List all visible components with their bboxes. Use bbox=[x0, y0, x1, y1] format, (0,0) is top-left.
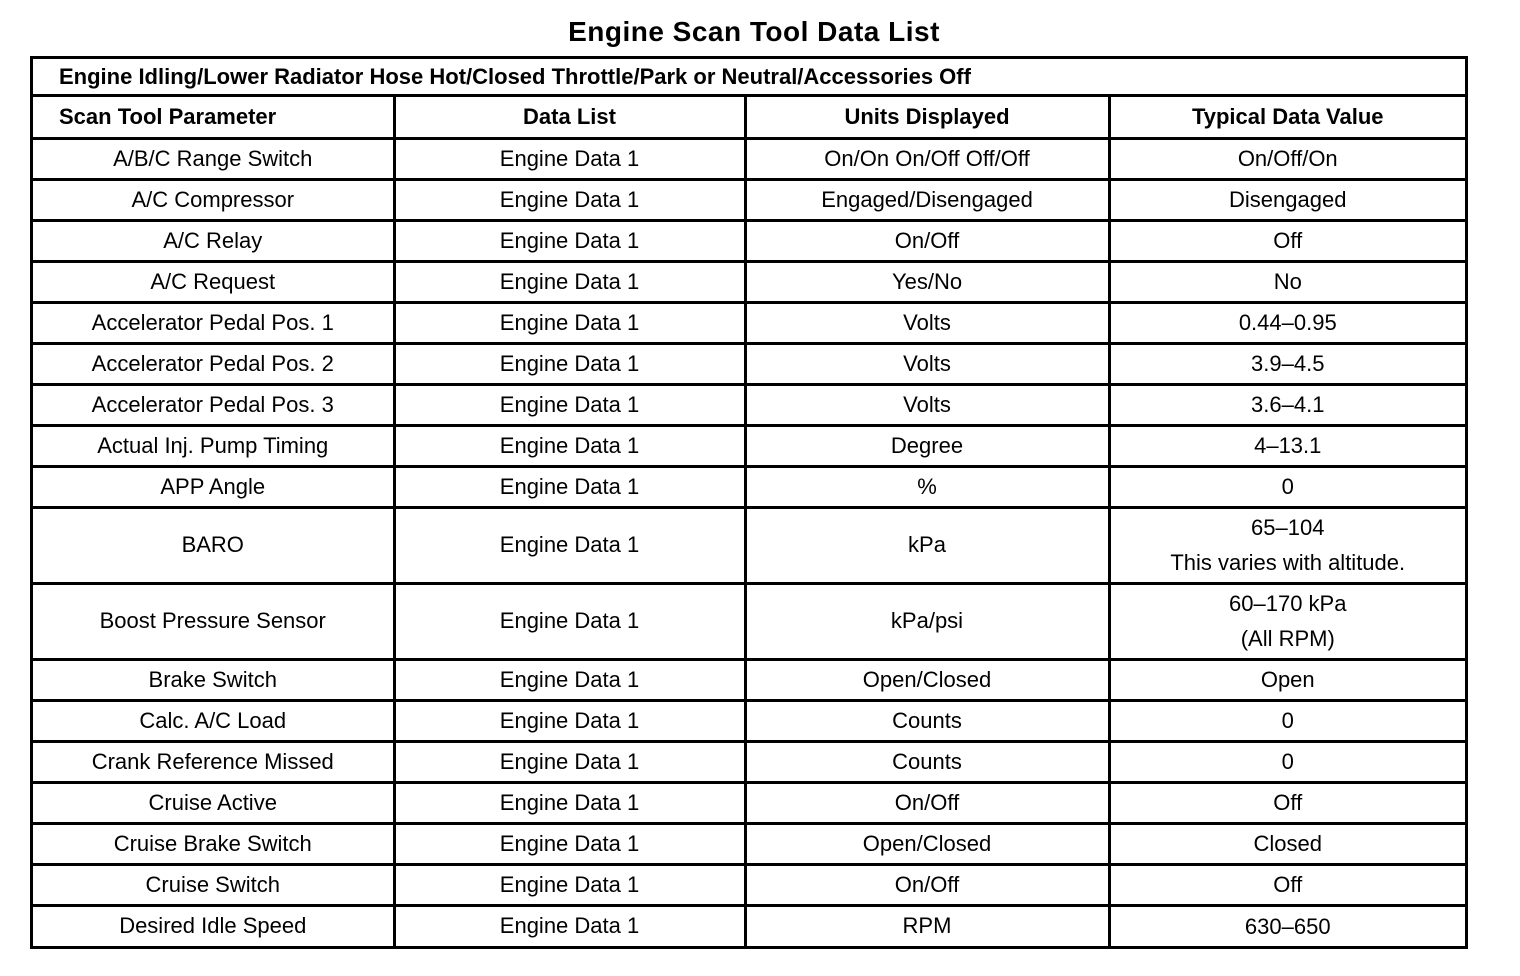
cell-typical-value bbox=[1109, 659, 1465, 700]
cell-data-list: Engine Data 1 bbox=[394, 179, 745, 220]
table-row bbox=[33, 782, 1465, 823]
cell-units: Volts bbox=[745, 384, 1109, 425]
cell-typical-value bbox=[1109, 782, 1465, 823]
cell-units: % bbox=[745, 466, 1109, 507]
cell-parameter: Crank Reference Missed bbox=[33, 741, 394, 782]
cell-parameter: A/B/C Range Switch bbox=[33, 138, 394, 179]
typical-value-line: 3.9–4.5 bbox=[1251, 351, 1325, 376]
cell-data-list: Engine Data 1 bbox=[394, 741, 745, 782]
table-row bbox=[33, 179, 1465, 220]
cell-parameter: A/C Compressor bbox=[33, 179, 394, 220]
cell-units: RPM bbox=[745, 905, 1109, 946]
test-condition-row: Engine Idling/Lower Radiator Hose Hot/Closed Throttle/Park or Neutral/Accessories Off bbox=[33, 59, 1465, 97]
table-row bbox=[33, 583, 1465, 659]
table-row bbox=[33, 302, 1465, 343]
cell-units: On/On On/Off Off/Off bbox=[745, 138, 1109, 179]
cell-parameter: Cruise Switch bbox=[33, 864, 394, 905]
table-row bbox=[33, 343, 1465, 384]
table-row bbox=[33, 823, 1465, 864]
cell-parameter: A/C Relay bbox=[33, 220, 394, 261]
cell-units: Counts bbox=[745, 741, 1109, 782]
cell-data-list: Engine Data 1 bbox=[394, 138, 745, 179]
table-row bbox=[33, 905, 1465, 946]
cell-typical-value bbox=[1109, 425, 1465, 466]
cell-data-list: Engine Data 1 bbox=[394, 700, 745, 741]
cell-typical-value bbox=[1109, 343, 1465, 384]
cell-units: On/Off bbox=[745, 782, 1109, 823]
cell-typical-value bbox=[1109, 179, 1465, 220]
cell-parameter: Cruise Active bbox=[33, 782, 394, 823]
cell-data-list: Engine Data 1 bbox=[394, 823, 745, 864]
cell-typical-value bbox=[1109, 507, 1465, 583]
cell-data-list: Engine Data 1 bbox=[394, 220, 745, 261]
cell-data-list: Engine Data 1 bbox=[394, 261, 745, 302]
header-row bbox=[33, 97, 1465, 138]
cell-units: Yes/No bbox=[745, 261, 1109, 302]
cell-parameter: Boost Pressure Sensor bbox=[33, 583, 394, 659]
cell-data-list: Engine Data 1 bbox=[394, 583, 745, 659]
document-title: Engine Scan Tool Data List bbox=[568, 16, 940, 47]
cell-parameter: Cruise Brake Switch bbox=[33, 823, 394, 864]
table-row bbox=[33, 864, 1465, 905]
cell-data-list: Engine Data 1 bbox=[394, 864, 745, 905]
typical-value-line: Off bbox=[1273, 790, 1303, 815]
cell-data-list: Engine Data 1 bbox=[394, 507, 745, 583]
cell-parameter: Actual Inj. Pump Timing bbox=[33, 425, 394, 466]
cell-typical-value bbox=[1109, 466, 1465, 507]
column-header-data-list: Data List bbox=[394, 97, 745, 138]
typical-value-line: Off bbox=[1273, 228, 1303, 253]
cell-units: Volts bbox=[745, 302, 1109, 343]
cell-typical-value bbox=[1109, 700, 1465, 741]
cell-data-list: Engine Data 1 bbox=[394, 466, 745, 507]
data-table bbox=[33, 97, 1465, 946]
table-row bbox=[33, 741, 1465, 782]
cell-parameter: A/C Request bbox=[33, 261, 394, 302]
cell-typical-value bbox=[1109, 583, 1465, 659]
cell-data-list: Engine Data 1 bbox=[394, 782, 745, 823]
cell-units: Degree bbox=[745, 425, 1109, 466]
cell-parameter: APP Angle bbox=[33, 466, 394, 507]
cell-parameter: Accelerator Pedal Pos. 1 bbox=[33, 302, 394, 343]
column-header-parameter: Scan Tool Parameter bbox=[33, 97, 394, 138]
cell-typical-value bbox=[1109, 302, 1465, 343]
table-row bbox=[33, 261, 1465, 302]
typical-value-line: 0 bbox=[1281, 749, 1294, 774]
cell-data-list: Engine Data 1 bbox=[394, 659, 745, 700]
table-row bbox=[33, 700, 1465, 741]
table-row bbox=[33, 507, 1465, 583]
typical-value-line: Closed bbox=[1253, 831, 1322, 856]
cell-parameter: Calc. A/C Load bbox=[33, 700, 394, 741]
table-row bbox=[33, 425, 1465, 466]
table-row bbox=[33, 220, 1465, 261]
cell-typical-value bbox=[1109, 384, 1465, 425]
table-row bbox=[33, 659, 1465, 700]
table-row bbox=[33, 384, 1465, 425]
typical-value-line: 4–13.1 bbox=[1254, 433, 1322, 458]
typical-value-line: This varies with altitude. bbox=[1170, 550, 1406, 575]
typical-value-line: 3.6–4.1 bbox=[1251, 392, 1325, 417]
cell-units: Open/Closed bbox=[745, 823, 1109, 864]
cell-parameter: Accelerator Pedal Pos. 3 bbox=[33, 384, 394, 425]
cell-typical-value bbox=[1109, 138, 1465, 179]
typical-value-line: (All RPM) bbox=[1240, 626, 1335, 651]
cell-units: kPa/psi bbox=[745, 583, 1109, 659]
cell-units: kPa bbox=[745, 507, 1109, 583]
typical-value-line: 0.44–0.95 bbox=[1238, 310, 1337, 335]
cell-typical-value bbox=[1109, 220, 1465, 261]
typical-value-line: 630–650 bbox=[1244, 913, 1331, 939]
column-header-units: Units Displayed bbox=[745, 97, 1109, 138]
table-row bbox=[33, 466, 1465, 507]
cell-data-list: Engine Data 1 bbox=[394, 905, 745, 946]
cell-data-list: Engine Data 1 bbox=[394, 343, 745, 384]
cell-parameter: BARO bbox=[33, 507, 394, 583]
cell-units: On/Off bbox=[745, 220, 1109, 261]
cell-units: On/Off bbox=[745, 864, 1109, 905]
cell-typical-value bbox=[1109, 823, 1465, 864]
typical-value-line: 0 bbox=[1281, 708, 1294, 733]
cell-typical-value bbox=[1109, 905, 1465, 946]
typical-value-line: Off bbox=[1273, 872, 1303, 897]
typical-value-line: 0 bbox=[1281, 474, 1294, 499]
table-body bbox=[33, 138, 1465, 946]
scan-tool-table bbox=[30, 56, 1468, 949]
table-row bbox=[33, 138, 1465, 179]
cell-typical-value bbox=[1109, 261, 1465, 302]
cell-parameter: Brake Switch bbox=[33, 659, 394, 700]
cell-parameter: Desired Idle Speed bbox=[33, 905, 394, 946]
typical-value-line: On/Off/On bbox=[1237, 146, 1338, 171]
cell-units: Counts bbox=[745, 700, 1109, 741]
cell-typical-value bbox=[1109, 864, 1465, 905]
cell-parameter: Accelerator Pedal Pos. 2 bbox=[33, 343, 394, 384]
typical-value-line: 60–170 kPa bbox=[1229, 591, 1347, 616]
cell-data-list: Engine Data 1 bbox=[394, 425, 745, 466]
typical-value-line: Disengaged bbox=[1229, 187, 1347, 212]
cell-units: Engaged/Disengaged bbox=[745, 179, 1109, 220]
column-header-typical-value: Typical Data Value bbox=[1109, 97, 1465, 138]
cell-units: Volts bbox=[745, 343, 1109, 384]
cell-data-list: Engine Data 1 bbox=[394, 302, 745, 343]
typical-value-line: 65–104 bbox=[1251, 515, 1325, 540]
cell-typical-value bbox=[1109, 741, 1465, 782]
cell-units: Open/Closed bbox=[745, 659, 1109, 700]
typical-value-line: Open bbox=[1260, 667, 1315, 692]
cell-data-list: Engine Data 1 bbox=[394, 384, 745, 425]
typical-value-line: No bbox=[1273, 269, 1302, 294]
